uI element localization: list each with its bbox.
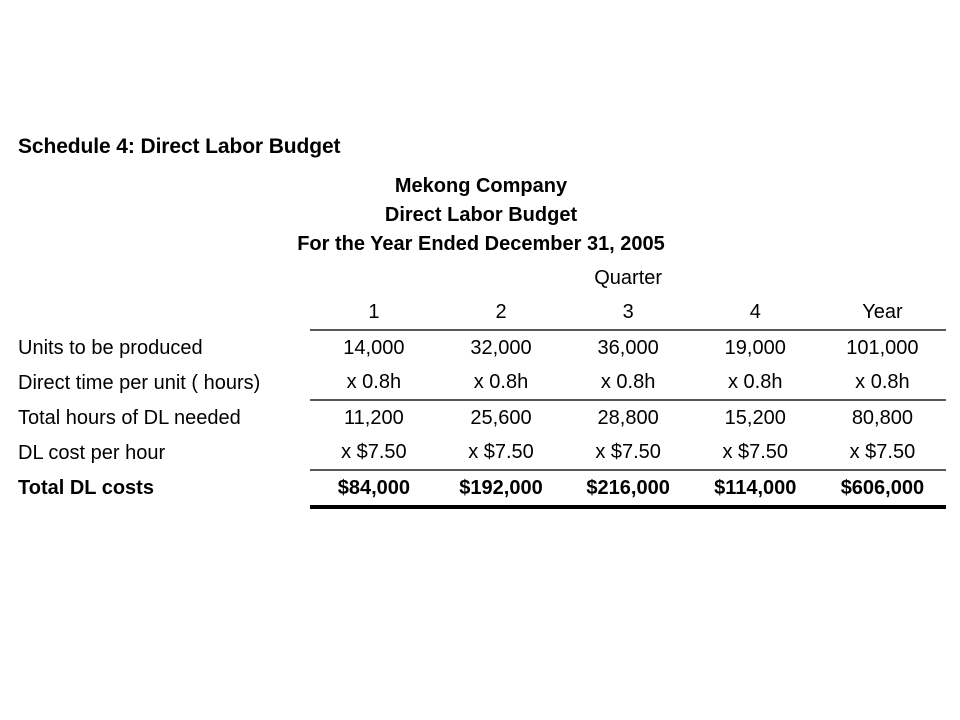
- row-value: $192,000: [437, 470, 564, 507]
- table-row: [18, 330, 946, 365]
- table-row: [18, 365, 946, 400]
- row-value: 11,200: [344, 407, 404, 429]
- table-title-block: [18, 172, 946, 259]
- table-group-header-row: [18, 261, 946, 295]
- row-value: 36,000: [597, 337, 659, 359]
- row-value: x $7.50: [692, 435, 819, 470]
- row-label: Total hours of DL needed: [18, 406, 241, 429]
- company-name: Mekong Company: [394, 175, 568, 197]
- column-header-4: 4: [692, 295, 819, 330]
- column-header-2: 2: [437, 295, 564, 330]
- row-value: $84,000: [310, 470, 437, 507]
- row-value: $114,000: [692, 470, 819, 507]
- row-value: x 0.8h: [565, 365, 692, 400]
- row-value: x $7.50: [819, 435, 946, 470]
- row-value: $216,000: [565, 470, 692, 507]
- row-value: 32,000: [470, 337, 532, 359]
- table-row: [18, 435, 946, 470]
- row-value: 101,000: [846, 337, 919, 359]
- row-value: x 0.8h: [692, 365, 819, 400]
- row-value: x 0.8h: [437, 365, 564, 400]
- statement-period: For the Year Ended December 31, 2005: [297, 233, 665, 255]
- group-header-quarter: Quarter: [594, 267, 663, 289]
- row-value: 80,800: [851, 407, 913, 429]
- row-label: Units to be produced: [18, 336, 203, 359]
- row-value: 14,000: [343, 337, 405, 359]
- row-label: Direct time per unit ( hours): [18, 371, 261, 394]
- column-header-1: 1: [310, 295, 437, 330]
- group-header-spacer: [18, 261, 310, 295]
- column-header-label-cell: [18, 295, 310, 330]
- row-value: 19,000: [724, 337, 786, 359]
- direct-labor-budget-table: [18, 172, 946, 509]
- page-title: Schedule 4: Direct Labor Budget: [18, 135, 341, 158]
- row-value: 25,600: [470, 407, 532, 429]
- row-label: DL cost per hour: [18, 441, 166, 464]
- row-value: $606,000: [819, 470, 946, 507]
- row-value: x $7.50: [310, 435, 437, 470]
- column-header-5: Year: [819, 295, 946, 330]
- row-value: 15,200: [724, 407, 786, 429]
- table-row: [18, 400, 946, 435]
- budget-data-table: [18, 261, 946, 509]
- row-value: x 0.8h: [819, 365, 946, 400]
- table-row: [18, 470, 946, 507]
- table-header-row: [18, 295, 946, 330]
- statement-name: Direct Labor Budget: [384, 204, 578, 226]
- row-value: x 0.8h: [310, 365, 437, 400]
- row-value: x $7.50: [565, 435, 692, 470]
- row-value: x $7.50: [437, 435, 564, 470]
- row-value: 28,800: [597, 407, 659, 429]
- row-label: Total DL costs: [18, 476, 154, 499]
- column-header-3: 3: [565, 295, 692, 330]
